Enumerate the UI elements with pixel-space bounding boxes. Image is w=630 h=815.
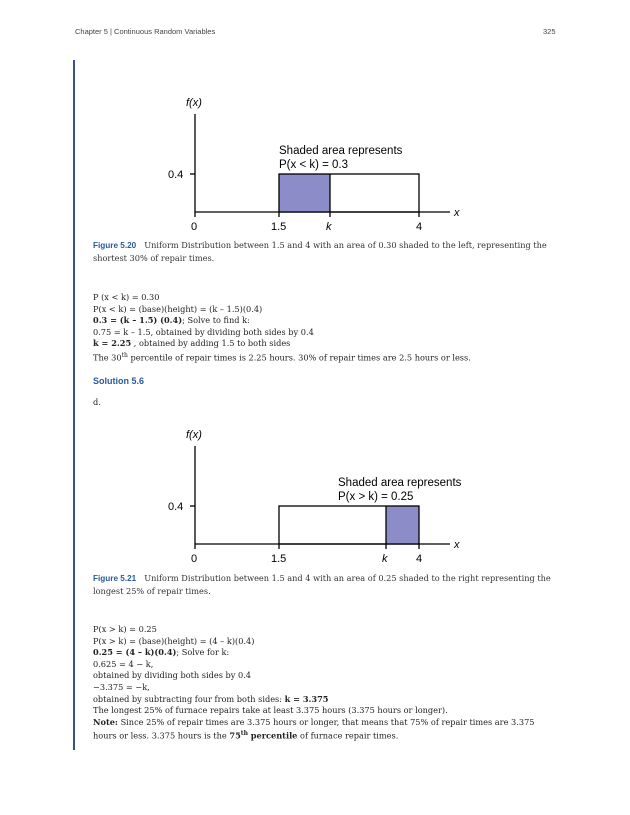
x-tick-label-1-5: 1.5 — [271, 553, 287, 565]
note-text: of furnace repair times. — [297, 731, 399, 742]
annotation-line-2: P(x < k) = 0.3 — [279, 159, 349, 171]
work-line: P(x > k) = 0.25 — [93, 624, 157, 634]
figure-number: Figure 5.21 — [93, 574, 137, 583]
x-axis-label: x — [454, 539, 460, 551]
equation-bold: 0.25 = (4 – k)(0.4) — [93, 647, 177, 658]
part-label: d. — [93, 397, 101, 407]
x-tick-label-4: 4 — [416, 221, 423, 233]
work-line — [93, 647, 553, 659]
result-text: , obtained by adding 1.5 to both sides — [131, 338, 291, 349]
equation-text: ; Solve for k: — [176, 647, 230, 658]
work-line: P (x < k) = 0.30 — [93, 292, 160, 302]
note-paragraph — [93, 717, 553, 743]
solution-work-2 — [93, 624, 553, 743]
figure-5-21-caption — [93, 572, 553, 598]
sentence-part: The 30 — [93, 352, 122, 363]
solution-heading: Solution 5.6 — [93, 376, 145, 386]
caption-text: Uniform Distribution between 1.5 and 4 with an area of 0.25 shaded to the right representing the longest 25% of repair times. — [93, 573, 551, 596]
shaded-area — [386, 506, 419, 544]
work-line: 0.75 = k – 1.5, obtained by dividing both sides by 0.4 — [93, 326, 314, 337]
percentile-bold: percentile — [247, 731, 298, 742]
running-header-chapter: Chapter 5 | Continuous Random Variables — [75, 27, 216, 36]
superscript: th — [240, 730, 248, 738]
work-line: P(x < k) = (base)(height) = (k – 1.5)(0.4) — [93, 303, 263, 314]
figure-number: Figure 5.20 — [93, 241, 137, 250]
x-tick-label-k: k — [382, 553, 388, 565]
page-number: 325 — [543, 27, 556, 36]
x-tick-label-0: 0 — [191, 221, 198, 233]
work-line — [93, 694, 553, 706]
figure-5-20-caption — [93, 239, 553, 265]
work-line — [93, 338, 471, 350]
y-axis-label: f(x) — [186, 429, 202, 441]
equation-text: ; Solve to find k: — [182, 315, 250, 326]
y-axis-label: f(x) — [186, 97, 202, 109]
solution-work-1 — [93, 292, 471, 364]
work-line — [93, 350, 471, 364]
equation-bold: 0.3 = (k – 1.5) (0.4) — [93, 315, 183, 326]
superscript: th — [121, 351, 128, 359]
result-bold: k = 2.25 — [93, 338, 132, 349]
work-line: −3.375 = −k, — [93, 681, 150, 692]
annotation-line-2: P(x > k) = 0.25 — [338, 491, 414, 503]
x-tick-label-4: 4 — [416, 553, 423, 565]
note-label: Note: — [93, 716, 118, 727]
x-tick-label-0: 0 — [191, 553, 198, 565]
note-text: Since 25% of repair times are 3.375 hours or longer, that means that 75% of repair times are 3.375 hours or less. 3.375 hours is the — [93, 716, 535, 742]
y-tick-label: 0.4 — [168, 169, 184, 181]
work-line — [93, 315, 471, 327]
x-tick-label-1-5: 1.5 — [271, 221, 287, 233]
caption-text: Uniform Distribution between 1.5 and 4 with an area of 0.30 shaded to the left, representing the shortest 30% of repair times. — [93, 240, 547, 263]
x-axis-label: x — [454, 207, 460, 219]
y-tick-label: 0.4 — [168, 501, 184, 513]
work-line: 0.625 = 4 − k, — [93, 658, 154, 669]
annotation-line-1: Shaded area represents — [279, 145, 403, 157]
work-line: obtained by dividing both sides by 0.4 — [93, 670, 252, 681]
figure-5-21-graph — [160, 424, 480, 574]
work-line: The longest 25% of furnace repairs take at least 3.375 hours (3.375 hours or longer). — [93, 705, 448, 716]
x-tick-label-k: k — [326, 221, 332, 233]
figure-5-21 — [160, 424, 480, 574]
percentile-bold: 75 — [229, 731, 241, 742]
figure-5-20 — [160, 92, 480, 242]
sentence-part: obtained by subtracting four from both sides: — [93, 693, 285, 704]
sidebar-rule — [73, 60, 75, 750]
figure-5-20-graph — [160, 92, 480, 242]
sentence-part: percentile of repair times is 2.25 hours. 30% of repair times are 2.5 hours or less. — [127, 352, 471, 363]
result-bold: k = 3.375 — [284, 693, 329, 704]
annotation-line-1: Shaded area represents — [338, 477, 462, 489]
shaded-area — [279, 174, 330, 212]
work-line: P(x > k) = (base)(height) = (4 – k)(0.4) — [93, 635, 255, 646]
